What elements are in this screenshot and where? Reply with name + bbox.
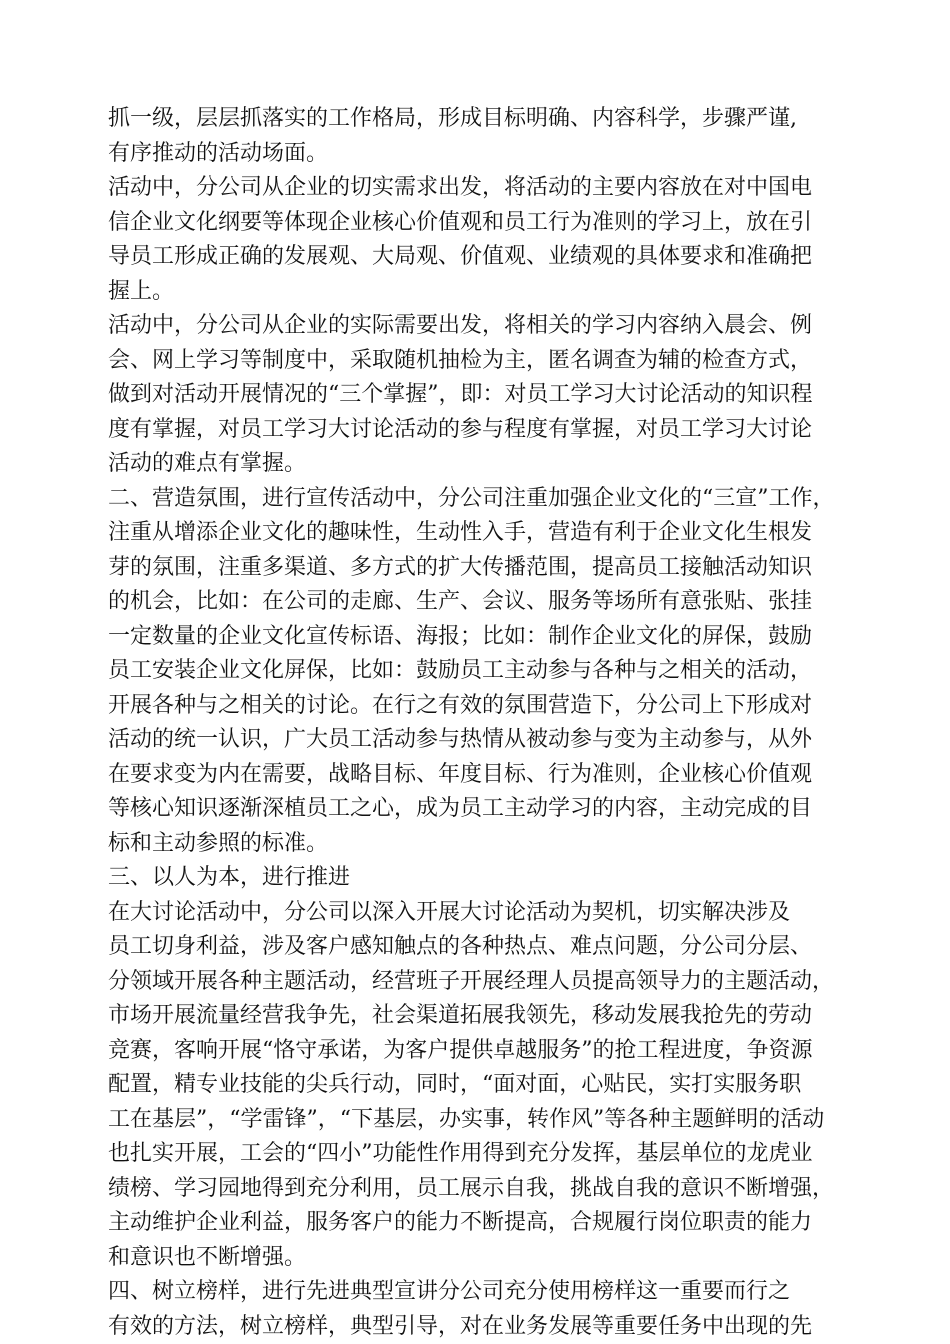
text-line: 做到对活动开展情况的“三个掌握”，即：对员工学习大讨论活动的知识程 (108, 382, 813, 407)
text-line: 二、营造氛围，进行宣传活动中，分公司注重加强企业文化的“三宣”工作， (108, 485, 835, 511)
text-line: 有序推动的活动场面。 (108, 140, 329, 166)
text-line: 市场开展流量经营我争先，社会渠道拓展我领先，移动发展我抢先的劳动 (108, 1003, 813, 1028)
text-line: 注重从增添企业文化的趣味性，生动性入手，营造有利于企业文化生根发 (108, 520, 813, 545)
text-line: 导员工形成正确的发展观、大局观、价值观、业绩观的具体要求和准确把 (108, 244, 813, 269)
text-line: 会、网上学习等制度中，采取随机抽检为主，匿名调查为辅的检查方式， (108, 347, 813, 373)
text-line: 员工安装企业文化屏保，比如：鼓励员工主动参与各种与之相关的活动， (108, 658, 813, 683)
text-line: 分领域开展各种主题活动，经营班子开展经理人员提高领导力的主题活动， (108, 968, 835, 994)
text-line: 等核心知识逐渐深植员工之心，成为员工主动学习的内容，主动完成的目 (108, 796, 813, 821)
text-line: 员工切身利益，涉及客户感知触点的各种热点、难点问题，分公司分层、 (108, 934, 813, 959)
text-line: 活动的统一认识，广大员工活动参与热情从被动参与变为主动参与，从外 (108, 727, 813, 752)
text-line: 竞赛，客响开展“恪守承诺，为客户提供卓越服务”的抢工程进度，争资源 (108, 1037, 813, 1063)
text-line: 开展各种与之相关的讨论。在行之有效的氛围营造下，分公司上下形成对 (108, 692, 813, 718)
text-line: 标和主动参照的标准。 (108, 830, 329, 856)
text-line: 也扎实开展，工会的“四小”功能性作用得到充分发挥，基层单位的龙虎业 (108, 1141, 813, 1166)
text-line: 在大讨论活动中，分公司以深入开展大讨论活动为契机，切实解决涉及 (108, 899, 791, 925)
text-line: 和意识也不断增强。 (108, 1244, 307, 1270)
text-line: 四、树立榜样，进行先进典型宣讲分公司充分使用榜样这一重要而行之 (108, 1279, 791, 1304)
text-line: 握上。 (108, 278, 175, 304)
text-line: 芽的氛围，注重多渠道、多方式的扩大传播范围，提高员工接触活动知识 (108, 554, 813, 580)
text-line: 配置，精专业技能的尖兵行动，同时，“面对面，心贴民，实打实服务职 (108, 1072, 802, 1097)
text-line: 的机会，比如：在公司的走廊、生产、会议、服务等场所有意张贴、张挂 (108, 589, 813, 614)
text-line: 在要求变为内在需要，战略目标、年度目标、行为准则，企业核心价值观 (108, 761, 813, 787)
text-line: 活动中，分公司从企业的实际需要出发，将相关的学习内容纳入晨会、例 (108, 313, 813, 338)
document-body (108, 102, 868, 1344)
text-line: 主动维护企业利益，服务客户的能力不断提高，合规履行岗位职责的能力 (108, 1210, 813, 1235)
text-line: 度有掌握，对员工学习大讨论活动的参与程度有掌握，对员工学习大讨论 (108, 416, 813, 442)
text-line: 活动的难点有掌握。 (108, 451, 307, 476)
text-line: 工在基层”，“学雷锋”，“下基层，办实事，转作风”等各种主题鲜明的活动 (108, 1106, 825, 1132)
text-line: 一定数量的企业文化宣传标语、海报；比如：制作企业文化的屏保，鼓励 (108, 623, 813, 649)
text-line: 三、以人为本，进行推进 (108, 865, 351, 890)
text-line: 抓一级，层层抓落实的工作格局，形成目标明确、内容科学，步骤严谨, (108, 106, 797, 131)
text-line: 绩榜、学习园地得到充分利用，员工展示自我，挑战自我的意识不断增强， (108, 1175, 835, 1201)
text-line: 有效的方法，树立榜样，典型引导，对在业务发展等重要任务中出现的先 (108, 1313, 813, 1339)
text-line: 信企业文化纲要等体现企业核心价值观和员工行为准则的学习上，放在引 (108, 209, 813, 235)
text-line: 活动中，分公司从企业的切实需求出发，将活动的主要内容放在对中国电 (108, 175, 813, 200)
